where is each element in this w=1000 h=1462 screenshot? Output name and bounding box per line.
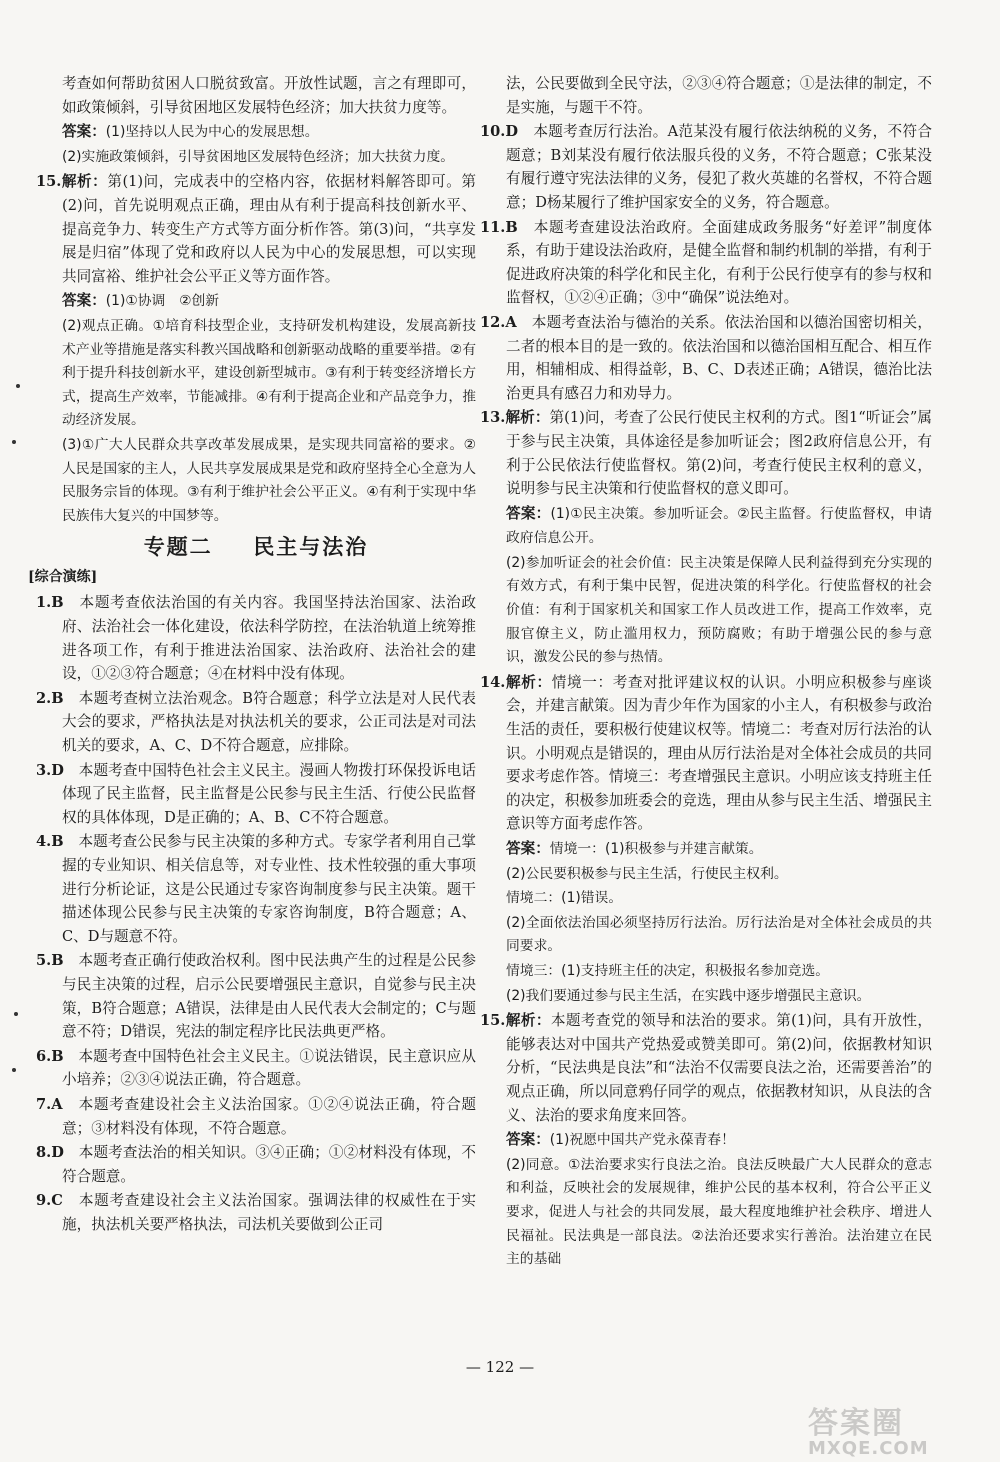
item-number: 9.C (36, 1192, 63, 1210)
analysis-text: 第(1)问，考查了公民行使民主权利的方式。图1“听证会”属于参与民主决策，具体途径是参加听证会；图2政府信息公开，有利于公民依法行使监督权。第(2)问，考查行使民主权利的意义，说明参与民主决策和行使监督权的意义即可。 (506, 409, 932, 498)
q15-answer-a1 (480, 1128, 932, 1153)
item-text: 本题考查公民参与民主决策的多种方式。专家学者利用自己掌握的专业知识、相关信息等，对专业性、技术性较强的重大事项进行分析论证，这是公民通过专家咨询制度参与民主决策。题干描述体现公民参与民主决策的专家咨询制度，B符合题意；A、C、D与题意不符。 (62, 833, 476, 945)
watermark-url: MXQE.COM (808, 1438, 929, 1459)
q15-answer-a2: (2)同意。①法治要求实行良法之治。良法反映最广大人民群众的意志和利益，反映社会的发展规律，维护公民的基本权利，符合公平正义要求，促进人与社会的共同发展，最大程度地维护社会秩序、增进人民福祉。民法典是一部良法。②法治还要求实行善治。法治建立在民主的基础 (506, 1156, 932, 1268)
item-number: 6.B (36, 1047, 64, 1065)
q13-answer-2: (2)参加听证会的社会价值：民主决策是保障人民利益得到充分实现的有效方式，有利于集中民智，促进决策的科学化。行使监督权的社会价值：有利于国家机关和国家工作人员改进工作，提高工作效率，克服官僚主义，防止滥用权力，预防腐败；有助于增强公民的参与意识，激发公民的参与热情。 (506, 554, 932, 666)
q14-answer-1 (36, 120, 476, 145)
item-number: 2.B (36, 689, 64, 707)
section-title-name: 民主与法治 (253, 535, 369, 560)
item-number: 10.D (480, 123, 519, 141)
q14-analysis-continued: 考查如何帮助贫困人口脱贫致富。开放性试题，言之有理即可，如政策倾斜，引导贫困地区发展特色经济；加大扶贫力度等。 (62, 75, 476, 116)
answer-label: 答案： (506, 504, 551, 522)
item-number: 7.A (36, 1095, 63, 1113)
item-number: 1.B (36, 594, 64, 612)
q13-analysis (480, 406, 932, 500)
answer-item (36, 1045, 476, 1092)
item-text: 本题考查树立法治观念。B符合题意；科学立法是对人民代表大会的要求，严格执法是对执法机关的要求，公正司法是对司法机关的要求，A、C、D不符合题意，应排除。 (62, 689, 476, 755)
answer-text: (1)①民主决策。参加听证会。②民主监督。行使监督权，申请政府信息公开。 (506, 505, 932, 547)
page-number: — 122 — (465, 1358, 535, 1376)
answer-item (36, 759, 476, 830)
question-number: 13. (480, 409, 506, 427)
item-text: 本题考查依法治国的有关内容。我国坚持法治国家、法治政府、法治社会一体化建设，依法科学防控，在法治轨道上统筹推进各项工作，有利于推进法治国家、法治政府、法治社会的建设，①②③符合题意；④在材料中没有体现。 (62, 594, 476, 683)
section-title (36, 536, 476, 560)
question-number: 14. (480, 673, 506, 691)
answer-item (36, 1093, 476, 1140)
question-number: 15. (36, 173, 62, 191)
answer-item (36, 830, 476, 948)
q15-answer-1 (36, 289, 476, 314)
answer-item (36, 949, 476, 1043)
item-number: 12.A (480, 313, 517, 331)
q9-continued: 法，公民要做到全民守法，②③④符合题意；①是法律的制定，不是实施，与题干不符。 (506, 75, 932, 116)
answer-item (36, 1189, 476, 1236)
analysis-label: 解析： (505, 673, 552, 691)
answer-text: (1)坚持以人民为中心的发展思想。 (105, 124, 319, 141)
item-text: 本题考查中国特色社会主义民主。①说法错误，民主意识应从小培养；②③④说法正确，符合题意。 (62, 1047, 476, 1089)
answer-label: 答案： (506, 1131, 550, 1149)
answer-text: (1)①协调 ②创新 (105, 293, 220, 310)
item-number: 4.B (36, 833, 64, 851)
item-text: 本题考查建设法治政府。全面建成政务服务“好差评”制度体系，有助于建设法治政府，是健全监督和制约机制的举措，有利于促进政府决策的科学化和民主化，有利于公民行使享有的参与权和监督权，①②④正确；③中“确保”说法绝对。 (506, 218, 932, 307)
item-text: 本题考查法治的相关知识。③④正确；①②材料没有体现，不符合题意。 (62, 1144, 476, 1185)
item-text: 本题考查正确行使政治权利。图中民法典产生的过程是公民参与民主决策的过程，启示公民要增强民主意识，自觉参与民主决策，B符合题意；A错误，法律是由人民代表大会制定的；C与题意不符；D错误，宪法的制定程序比民法典更严格。 (62, 952, 476, 1041)
q14-answer-a3: 情境二：(1)错误。 (506, 890, 623, 907)
item-number: 3.D (36, 761, 64, 779)
answer-text: 情境一：(1)积极参与并建言献策。 (549, 841, 763, 857)
item-number: 5.B (36, 952, 64, 970)
answer-item (36, 687, 476, 758)
q15-answer-2: (2)观点正确。①培育科技型企业，支持研发机构建设，发展高新技术产业等措施是落实科教兴国战略和创新驱动战略的重要举措。②有利于提升科技创新水平，建设创新型城市。③有利于转变经济增长方式，提高生产效率，节能减排。④有利于提高企业和产品竞争力，推动经济发展。 (62, 317, 476, 429)
item-text: 本题考查建设社会主义法治国家。①②④说法正确，符合题意；③材料没有体现，不符合题意。 (62, 1095, 476, 1137)
q14-answer-a2: (2)公民要积极参与民主生活，行使民主权利。 (506, 865, 788, 882)
binding-mark (14, 1012, 18, 1016)
answer-label: 答案： (506, 840, 550, 857)
analysis-text: 本题考查党的领导和法治的要求。第(1)问，具有开放性，能够表达对中国共产党热爱或赞美即可。第(2)问，依据教材知识分析，“民法典是良法”和“法治不仅需要良法之治，还需要善治”的观点正确，所以同意鸦仔同学的观点，依据教材知识，从良法的含义、法治的要求角度来回答。 (506, 1012, 932, 1124)
question-number: 15. (480, 1012, 506, 1030)
answer-label: 答案： (62, 292, 106, 310)
q14-answer-a4: (2)全面依法治国必须坚持厉行法治。厉行法治是对全体社会成员的共同要求。 (506, 914, 932, 955)
answer-text: (1)祝愿中国共产党永葆青春！ (549, 1132, 735, 1149)
answer-item (480, 216, 932, 310)
left-answer-list (36, 591, 476, 1236)
binding-mark (16, 384, 20, 388)
q15-analysis (36, 170, 476, 288)
watermark-text: 答案圈 (808, 1406, 904, 1441)
answer-item (36, 591, 476, 685)
item-text: 本题考查建设社会主义法治国家。强调法律的权威性在于实施，执法机关要严格执法，司法机关要做到公正司 (62, 1192, 476, 1233)
q14-answer-a6: (2)我们要通过参与民主生活，在实践中逐步增强民主意识。 (506, 987, 871, 1004)
answer-item (480, 120, 932, 214)
analysis-text: 情境一：考查对批评建议权的认识。小明应积极参与座谈会，并建言献策。因为青少年作为国家的小主人，有积极参与政治生活的责任，要积极行使建议权等。情境二：考查对厉行法治的认识。小明观点是错误的，理由从厉行法治是对全体社会成员的共同要求考虑作答。情境三：考查增强民主意识。小明应该支持班主任的决定，积极参加班委会的竞选，理由从参与民主生活、增强民主意识等方面考虑作答。 (506, 673, 932, 833)
section-subtitle: [综合演练] (28, 568, 98, 585)
item-text: 本题考查厉行法治。A范某没有履行依法纳税的义务，不符合题意；B刘某没有履行依法服兵役的义务，不符合题意；C张某没有履行遵守宪法法律的义务，侵犯了救火英雄的名誉权，不符合题意；D杨某履行了维护国家安全的义务，符合题意。 (506, 123, 932, 211)
q14-answer-a5: 情境三：(1)支持班主任的决定，积极报名参加竞选。 (506, 962, 830, 979)
binding-mark (12, 1068, 16, 1072)
item-text: 本题考查中国特色社会主义民主。漫画人物拨打环保投诉电话体现了民主监督，民主监督是公民参与民主生活、行使公民监督权的具体体现，D是正确的；A、B、C不符合题意。 (62, 761, 476, 826)
q13-answer-1 (480, 502, 932, 551)
q15-answer-3: (3)①广大人民群众共享改革发展成果，是实现共同富裕的要求。②人民是国家的主人，人民共享发展成果是党和政府坚持全心全意为人民服务宗旨的体现。③有利于维护社会公平正义。④有利于实现中华民族伟大复兴的中国梦等。 (62, 436, 476, 524)
section-title-number: 专题二 (143, 535, 213, 560)
binding-mark (12, 440, 16, 444)
item-number: 8.D (36, 1144, 64, 1162)
left-column (28, 72, 476, 1238)
item-number: 11.B (480, 218, 518, 236)
analysis-label: 解析： (61, 173, 108, 191)
item-text: 本题考查法治与德治的关系。依法治国和以德治国密切相关，二者的根本目的是一致的。依法治国和以德治国相互配合、相互作用，相辅相成、相得益彰，B、C、D表述正确；A错误，德治比法治更具有感召力和劝导力。 (506, 313, 932, 402)
answer-item (36, 1141, 476, 1188)
q14-answer-2: (2)实施政策倾斜，引导贫困地区发展特色经济；加大扶贫力度。 (62, 148, 455, 165)
q14-analysis (480, 671, 932, 836)
analysis-label: 解析： (505, 409, 550, 427)
answer-item (480, 311, 932, 405)
watermark-logo (808, 1398, 988, 1459)
right-column (480, 72, 932, 1273)
analysis-label: 解析： (505, 1012, 551, 1030)
analysis-text: 第(1)问，完成表中的空格内容，依据材料解答即可。第(2)问，首先说明观点正确，理由从有利于提高科技创新水平、提高竞争力、转变生产方式等方面分析作答。第(3)问，“共享发展是归宿”体现了党和政府以人民为中心的发展思想，可以实现共同富裕、维护社会公平正义等方面作答。 (62, 173, 476, 285)
answer-label: 答案： (62, 123, 106, 141)
q14-answer-a1 (480, 837, 932, 862)
q15-analysis-right (480, 1009, 932, 1127)
